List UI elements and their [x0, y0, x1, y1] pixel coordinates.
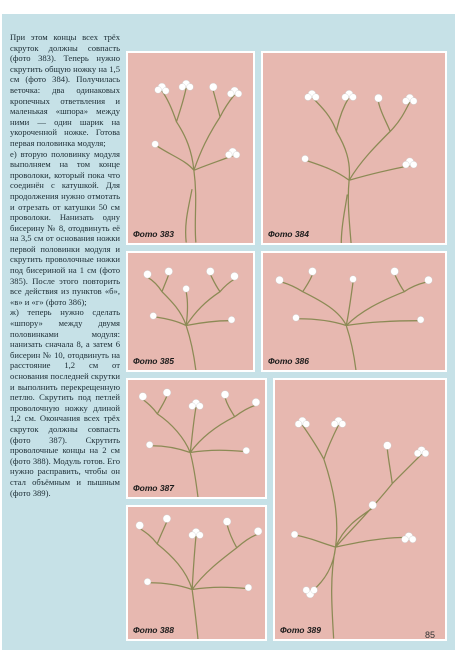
- page-number: 85: [424, 630, 435, 640]
- photo-caption: Фото 387: [133, 483, 175, 493]
- bead-cluster: [302, 90, 417, 168]
- photo-384: [261, 51, 447, 245]
- bead-branch-illustration: [128, 380, 265, 497]
- photo-caption: Фото 386: [268, 356, 310, 366]
- photo-383: [126, 51, 255, 245]
- bead-cluster: [144, 268, 239, 324]
- bead-branch-illustration: [275, 380, 445, 639]
- bead-cluster: [139, 389, 260, 454]
- body-text-column: [10, 32, 120, 632]
- bead-cluster: [276, 268, 433, 324]
- bead-cluster: [291, 417, 429, 598]
- photo-387: [126, 378, 267, 499]
- paragraph: е) вторую половинку модуля выполняем на том конце проволоки, который пока что соединён с катушкой. Для продолжения нужно отмотать и отрезать от катушки 50 см проволоки. Нанизать одну бисерину № 8, отодвинуть её на 3,5 см от основания ножки первой половинки модуля и скрутить проволочные ножки под бисериной на 1 см (фото 385). После этого повторить все действия из пунктов «б», «в» и «г» (фото 386);: [10, 148, 120, 307]
- photo-caption: Фото 389: [280, 625, 322, 635]
- paragraph: ж) теперь нужно сделать «шпору» между двумя половинками модуля: нанизать сначала 8, а затем 6 бисерин № 10, отодвинуть на расстояние 1,2 см от основания последней скрутки и выполнить перекрещенную петлю. Скрутить под петлей проволочную ножку длиной 1,2 см. Окончания всех трёх скруток должны совпасть (фото 387). Скрутить проволочные концы на 2 см (фото 388). Модуль готов. Его нужно расправить, чтобы он стал объёмным и пышным (фото 389).: [10, 307, 120, 498]
- bead-branch-illustration: [263, 53, 445, 243]
- bead-branch-illustration: [128, 253, 253, 370]
- photo-385: [126, 251, 255, 372]
- page-background: [2, 14, 455, 650]
- photo-386: [261, 251, 447, 372]
- bead-branch-illustration: [263, 253, 445, 370]
- photo-caption: Фото 385: [133, 356, 175, 366]
- photo-caption: Фото 388: [133, 625, 175, 635]
- paragraph: При этом концы всех трёх скруток должны совпасть (фото 383). Теперь нужно скрутить общую ножку на 1,5 см (фото 384). Получилась веточка: два одинаковых кропечных ответвления и маленькая «шпора» между ними — один шарик на укороченной ножке. Готова первая половинка модуля;: [10, 32, 120, 148]
- bead-cluster: [152, 80, 242, 158]
- photo-caption: Фото 383: [133, 229, 175, 239]
- photo-389: [273, 378, 447, 641]
- photo-388: [126, 505, 267, 641]
- bead-branch-illustration: [128, 507, 265, 639]
- bead-cluster: [136, 515, 262, 591]
- bead-branch-illustration: [128, 53, 253, 243]
- photo-caption: Фото 384: [268, 229, 310, 239]
